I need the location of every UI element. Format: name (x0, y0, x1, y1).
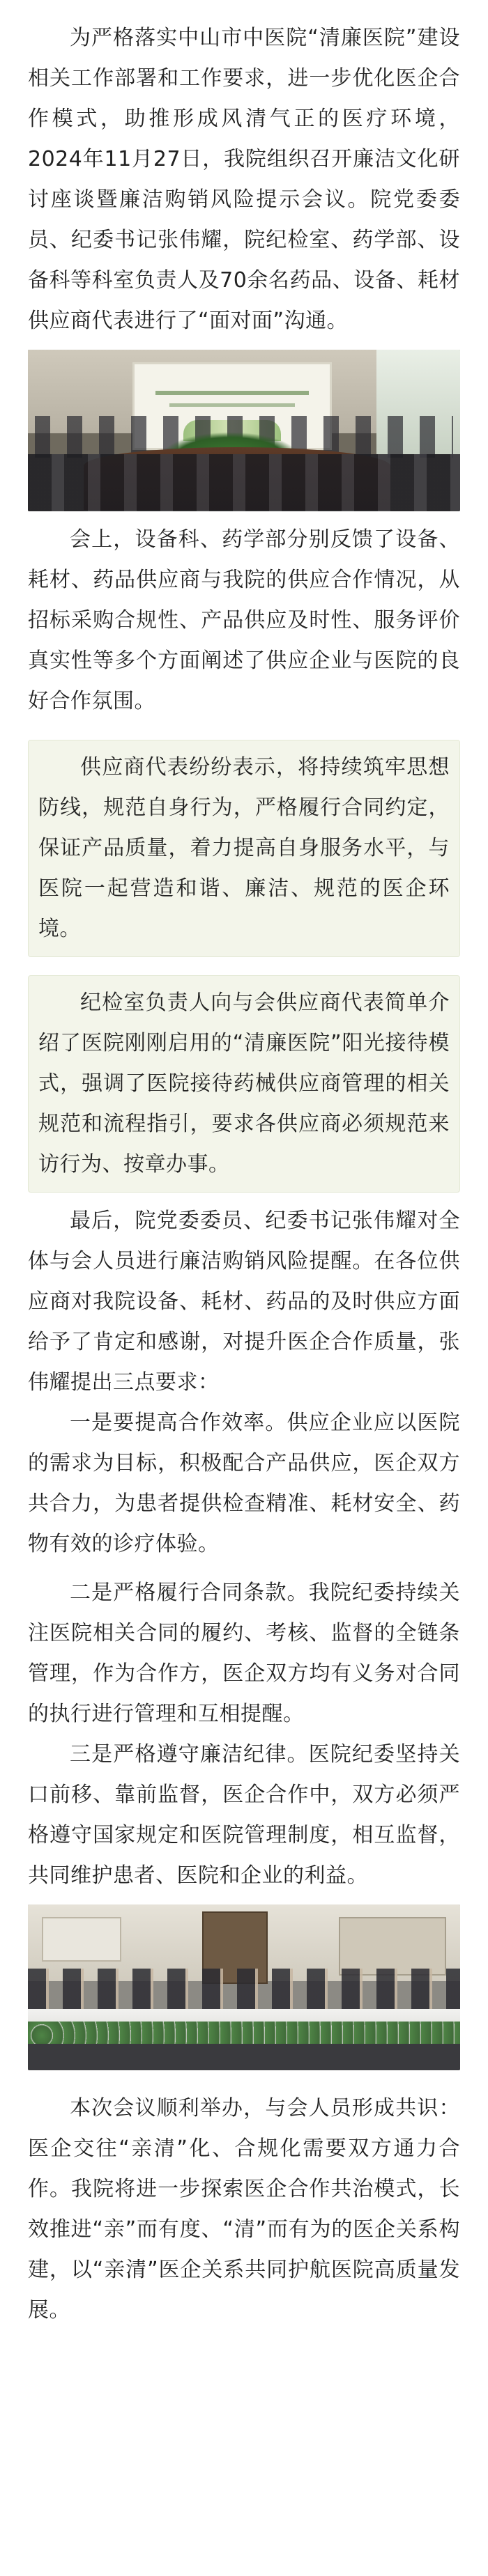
paragraph-intro: 为严格落实中山市中医院“清廉医院”建设相关工作部署和工作要求，进一步优化医企合作模式，助推形成风清气正的医疗环境，2024年11月27日，我院组织召开廉洁文化研讨座谈暨廉洁购销风险提示会议。院党委委员、纪委书记张伟耀，院纪检室、药学部、设备科等科室负责人及70余名药品、设备、耗材供应商代表进行了“面对面”沟通。 (28, 26, 460, 333)
paragraph-requirement-3: 三是严格遵守廉洁纪律。医院纪委坚持关口前移、靠前监督，医企合作中，双方必须严格遵守国家规定和医院管理制度，相互监督，共同维护患者、医院和企业的利益。 (28, 1742, 460, 1888)
meeting-photo-1 (28, 350, 460, 511)
paragraph-supply-feedback: 会上，设备科、药学部分别反馈了设备、耗材、药品供应商与我院的供应合作情况，从招标采购合规性、产品供应及时性、服务评价真实性等多个方面阐述了供应企业与医院的良好合作氛围。 (28, 527, 460, 713)
paragraph-requirement-2: 二是严格履行合同条款。我院纪委持续关注医院相关合同的履约、考核、监督的全链条管理，作为合作方，医企双方均有义务对合同的执行进行管理和互相提醒。 (28, 1581, 460, 1726)
paragraph-sunshine-reception: 纪检室负责人向与会供应商代表简单介绍了医院刚刚启用的“清廉医院”阳光接待模式，强调了医院接待药械供应商管理的相关规范和流程指引，要求各供应商必须规范来访行为、按章办事。 (28, 975, 460, 1193)
paragraph-conclusion: 本次会议顺利举办，与会人员形成共识：医企交往“亲清”化、合规化需要双方通力合作。我院将进一步探索医企合作共治模式，长效推进“亲”而有度、“清”而有为的医企关系构建，以“亲清”医企关系共同护航医院高质量发展。 (28, 2096, 460, 2322)
paragraph-supplier-statement: 供应商代表纷纷表示，将持续筑牢思想防线，规范自身行为，严格履行合同约定，保证产品质量，着力提高自身服务水平，与医院一起营造和谐、廉洁、规范的医企环境。 (28, 740, 460, 957)
meeting-photo-2 (28, 1904, 460, 2070)
paragraph-requirement-1: 一是要提高合作效率。供应企业应以医院的需求为目标，积极配合产品供应，医企双方共合力，为患者提供检查精准、耗材安全、药物有效的诊疗体验。 (28, 1411, 460, 1556)
paragraph-risk-reminder: 最后，院党委委员、纪委书记张伟耀对全体与会人员进行廉洁购销风险提醒。在各位供应商对我院设备、耗材、药品的及时供应方面给予了肯定和感谢，对提升医企合作质量，张伟耀提出三点要求： (28, 1209, 460, 1395)
